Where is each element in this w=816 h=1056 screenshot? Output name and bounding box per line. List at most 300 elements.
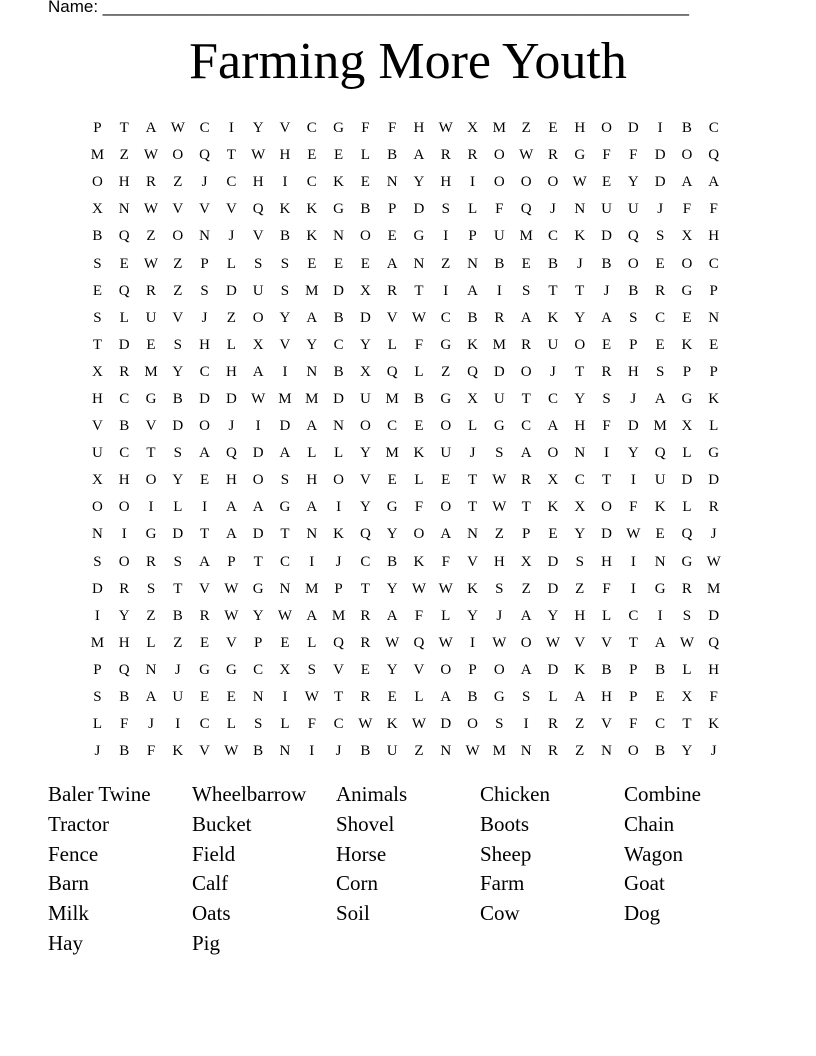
- grid-letter: R: [547, 743, 558, 760]
- grid-letter: C: [333, 336, 344, 353]
- grid-letter: U: [145, 309, 157, 326]
- grid-letter: R: [387, 282, 398, 299]
- grid-letter: I: [309, 553, 315, 570]
- grid-letter: W: [143, 147, 159, 164]
- grid-row: [84, 250, 727, 277]
- grid-letter: S: [307, 661, 316, 678]
- grid-letter: J: [148, 716, 154, 733]
- grid-letter: X: [547, 472, 559, 489]
- grid-letter: Q: [654, 445, 666, 462]
- grid-letter: K: [172, 743, 184, 760]
- grid-letter: O: [681, 255, 693, 272]
- grid-letter: T: [226, 147, 236, 164]
- grid-letter: I: [470, 174, 476, 191]
- grid-letter: O: [574, 336, 586, 353]
- grid-letter: E: [709, 336, 719, 353]
- grid-letter: K: [467, 580, 478, 597]
- grid-letter: A: [145, 120, 157, 137]
- grid-letter: N: [91, 526, 103, 543]
- grid-letter: W: [519, 147, 534, 164]
- grid-letter: I: [630, 580, 636, 597]
- grid-letter: F: [307, 716, 316, 733]
- grid-letter: I: [496, 282, 502, 299]
- grid-letter: T: [628, 634, 638, 651]
- grid-letter: P: [629, 689, 638, 706]
- grid-letter: F: [120, 716, 129, 733]
- grid-letter: W: [572, 174, 587, 191]
- grid-letter: B: [360, 743, 371, 760]
- grid-letter: H: [118, 472, 130, 489]
- grid-letter: J: [550, 201, 556, 218]
- grid-letter: G: [279, 499, 291, 516]
- grid-letter: J: [94, 743, 101, 760]
- word-bank-item: Combine: [624, 782, 701, 806]
- grid-letter: H: [91, 390, 103, 407]
- grid-letter: T: [200, 526, 210, 543]
- grid-letter: E: [307, 147, 317, 164]
- grid-letter: M: [492, 743, 507, 760]
- grid-letter: D: [252, 445, 264, 462]
- grid-letter: H: [225, 472, 237, 489]
- grid-letter: U: [654, 472, 666, 489]
- grid-letter: H: [708, 228, 720, 245]
- grid-letter: A: [252, 363, 264, 380]
- grid-row: [84, 223, 727, 250]
- word-bank-item: Calf: [192, 871, 229, 896]
- grid-letter: O: [172, 228, 184, 245]
- grid-letter: M: [305, 390, 319, 407]
- grid-letter: J: [335, 553, 342, 570]
- word-bank-item: Milk: [48, 901, 89, 926]
- grid-letter: Y: [627, 174, 639, 191]
- grid-letter: R: [601, 363, 612, 380]
- grid-letter: B: [253, 743, 264, 760]
- grid-letter: I: [657, 120, 663, 137]
- grid-letter: L: [226, 255, 236, 272]
- grid-letter: R: [145, 174, 156, 191]
- grid-row: [84, 196, 727, 223]
- grid-letter: A: [252, 499, 264, 516]
- grid-letter: M: [144, 363, 158, 380]
- grid-letter: S: [173, 445, 182, 462]
- grid-letter: V: [199, 743, 210, 760]
- grid-letter: V: [413, 661, 425, 678]
- grid-letter: X: [252, 336, 264, 353]
- grid-letter: Y: [359, 499, 371, 516]
- grid-letter: B: [601, 661, 612, 678]
- grid-letter: C: [360, 553, 371, 570]
- grid-letter: M: [492, 336, 507, 353]
- grid-letter: C: [333, 716, 344, 733]
- name-field-line: Name: ______________________________________________________________: [48, 0, 689, 16]
- grid-letter: A: [440, 689, 452, 706]
- grid-letter: T: [548, 282, 558, 299]
- grid-letter: E: [548, 526, 558, 543]
- grid-letter: Q: [520, 201, 532, 218]
- grid-letter: N: [708, 309, 720, 326]
- grid-letter: N: [601, 743, 612, 760]
- grid-letter: X: [681, 418, 693, 435]
- grid-letter: C: [521, 418, 532, 435]
- grid-letter: N: [440, 743, 452, 760]
- grid-letter: Y: [574, 390, 586, 407]
- grid-letter: V: [279, 120, 291, 137]
- grid-letter: P: [387, 201, 397, 218]
- grid-letter: K: [306, 201, 318, 218]
- grid-letter: E: [280, 634, 290, 651]
- grid-letter: Z: [146, 607, 156, 624]
- grid-letter: V: [252, 228, 264, 245]
- grid-letter: D: [440, 716, 452, 733]
- grid-letter: S: [655, 228, 665, 245]
- grid-letter: U: [493, 228, 505, 245]
- word-bank-item: Soil: [336, 901, 370, 926]
- grid-letter: J: [335, 743, 342, 760]
- grid-letter: I: [282, 174, 288, 191]
- grid-letter: V: [574, 634, 586, 651]
- grid-letter: T: [467, 472, 478, 489]
- grid-letter: V: [145, 418, 157, 435]
- word-bank-item: Dog: [624, 901, 661, 926]
- grid-letter: B: [360, 201, 371, 218]
- grid-letter: O: [199, 418, 210, 435]
- grid-row: [84, 657, 727, 684]
- grid-letter: O: [547, 174, 559, 191]
- grid-letter: T: [521, 390, 531, 407]
- grid-letter: N: [467, 526, 478, 543]
- grid-letter: Q: [252, 201, 264, 218]
- grid-letter: O: [493, 661, 505, 678]
- word-bank-item: Boots: [480, 811, 530, 836]
- grid-letter: V: [172, 309, 184, 326]
- grid-letter: S: [254, 716, 263, 733]
- grid-letter: H: [306, 472, 318, 489]
- grid-letter: I: [202, 499, 208, 516]
- grid-letter: V: [333, 661, 344, 678]
- grid-letter: S: [521, 689, 531, 706]
- grid-letter: W: [411, 716, 427, 733]
- grid-letter: O: [627, 743, 639, 760]
- grid-letter: C: [655, 716, 666, 733]
- grid-letter: X: [359, 282, 371, 299]
- word-bank-item: Barn: [48, 871, 89, 896]
- grid-letter: L: [387, 336, 397, 353]
- grid-letter: Y: [574, 309, 586, 326]
- grid-letter: N: [199, 228, 210, 245]
- grid-letter: B: [655, 743, 666, 760]
- grid-letter: L: [441, 607, 451, 624]
- grid-letter: L: [467, 418, 478, 435]
- grid-letter: R: [119, 363, 130, 380]
- grid-letter: K: [681, 336, 693, 353]
- grid-letter: T: [119, 120, 129, 137]
- grid-letter: I: [336, 499, 342, 516]
- grid-letter: R: [547, 716, 558, 733]
- word-bank-item: Wagon: [624, 841, 683, 866]
- grid-letter: W: [492, 634, 507, 651]
- grid-letter: Y: [118, 607, 130, 624]
- grid-letter: C: [708, 255, 719, 272]
- grid-letter: D: [225, 390, 237, 407]
- grid-letter: C: [253, 661, 264, 678]
- grid-letter: S: [602, 390, 611, 407]
- word-bank-item: Animals: [336, 782, 408, 806]
- grid-letter: D: [172, 526, 184, 543]
- grid-letter: I: [470, 634, 476, 651]
- grid-letter: D: [601, 228, 612, 245]
- grid-row: [84, 630, 727, 657]
- grid-letter: A: [306, 418, 318, 435]
- grid-letter: O: [333, 472, 344, 489]
- grid-letter: L: [226, 716, 236, 733]
- grid-letter: P: [682, 363, 692, 380]
- word-bank: [48, 780, 768, 959]
- grid-letter: N: [306, 526, 318, 543]
- grid-letter: I: [604, 445, 610, 462]
- word-bank-item: Pig: [192, 930, 221, 955]
- grid-letter: V: [386, 309, 398, 326]
- grid-letter: O: [91, 174, 103, 191]
- word-bank-item: Farm: [480, 871, 525, 896]
- grid-letter: I: [630, 553, 636, 570]
- grid-letter: R: [655, 282, 666, 299]
- grid-letter: F: [361, 120, 370, 137]
- grid-letter: H: [225, 363, 237, 380]
- grid-letter: P: [334, 580, 343, 597]
- grid-letter: Z: [226, 309, 236, 326]
- grid-letter: R: [467, 147, 478, 164]
- grid-letter: A: [199, 445, 210, 462]
- grid-letter: E: [441, 472, 451, 489]
- grid-row: [84, 332, 727, 359]
- grid-letter: P: [521, 526, 531, 543]
- grid-letter: W: [385, 634, 400, 651]
- grid-letter: Z: [173, 282, 183, 299]
- grid-letter: L: [709, 418, 719, 435]
- grid-row: [84, 142, 727, 169]
- grid-letter: T: [146, 445, 156, 462]
- grid-row: [84, 359, 727, 386]
- grid-letter: D: [654, 174, 666, 191]
- grid-letter: G: [413, 228, 425, 245]
- grid-letter: Y: [252, 607, 264, 624]
- grid-letter: N: [413, 255, 425, 272]
- word-bank-item: Baler Twine: [48, 782, 151, 806]
- grid-row: [84, 684, 727, 711]
- grid-letter: T: [575, 282, 585, 299]
- grid-letter: A: [306, 309, 318, 326]
- grid-letter: O: [520, 363, 532, 380]
- grid-letter: S: [93, 309, 102, 326]
- grid-letter: H: [493, 553, 505, 570]
- grid-letter: O: [440, 661, 452, 678]
- grid-letter: L: [226, 336, 236, 353]
- grid-letter: C: [387, 418, 398, 435]
- grid-letter: O: [145, 472, 157, 489]
- grid-letter: M: [90, 634, 105, 651]
- grid-letter: I: [148, 499, 154, 516]
- grid-letter: R: [145, 553, 156, 570]
- grid-letter: J: [228, 418, 235, 435]
- grid-letter: W: [679, 634, 695, 651]
- grid-letter: B: [628, 282, 639, 299]
- grid-letter: K: [306, 228, 318, 245]
- grid-letter: W: [143, 201, 159, 218]
- grid-letter: F: [441, 553, 450, 570]
- grid-letter: J: [550, 363, 556, 380]
- grid-letter: S: [441, 201, 450, 218]
- grid-letter: D: [225, 282, 237, 299]
- grid-letter: D: [547, 553, 559, 570]
- word-bank-item: Wheelbarrow: [192, 782, 307, 806]
- grid-letter: L: [360, 147, 370, 164]
- grid-letter: B: [119, 689, 130, 706]
- grid-letter: Y: [252, 120, 264, 137]
- grid-letter: Y: [547, 607, 559, 624]
- grid-letter: A: [440, 526, 452, 543]
- grid-letter: V: [172, 201, 184, 218]
- grid-letter: F: [387, 120, 397, 137]
- grid-letter: I: [282, 689, 288, 706]
- grid-letter: T: [467, 499, 478, 516]
- grid-letter: W: [492, 499, 507, 516]
- grid-letter: H: [627, 363, 639, 380]
- grid-letter: E: [92, 282, 102, 299]
- grid-letter: T: [575, 363, 585, 380]
- grid-letter: T: [173, 580, 183, 597]
- grid-letter: E: [387, 228, 397, 245]
- grid-letter: N: [145, 661, 157, 678]
- grid-letter: H: [413, 120, 425, 137]
- grid-letter: X: [467, 390, 478, 407]
- grid-letter: C: [199, 716, 210, 733]
- grid-letter: C: [306, 120, 317, 137]
- grid-letter: F: [146, 743, 156, 760]
- grid-letter: Y: [413, 174, 425, 191]
- grid-letter: D: [627, 418, 639, 435]
- grid-letter: A: [225, 526, 237, 543]
- grid-letter: E: [682, 309, 692, 326]
- grid-letter: D: [627, 120, 639, 137]
- grid-letter: J: [576, 255, 583, 272]
- word-bank-item: Chicken: [480, 782, 550, 806]
- grid-letter: L: [548, 689, 558, 706]
- grid-letter: D: [708, 607, 720, 624]
- grid-letter: W: [277, 607, 293, 624]
- grid-letter: U: [386, 743, 398, 760]
- grid-letter: A: [306, 499, 318, 516]
- grid-letter: D: [91, 580, 103, 597]
- grid-letter: L: [682, 499, 692, 516]
- grid-letter: U: [493, 390, 505, 407]
- grid-letter: R: [199, 607, 210, 624]
- grid-letter: A: [145, 689, 157, 706]
- grid-letter: O: [520, 174, 532, 191]
- grid-letter: M: [385, 445, 399, 462]
- grid-letter: A: [547, 418, 559, 435]
- grid-letter: R: [119, 580, 130, 597]
- grid-letter: O: [118, 553, 130, 570]
- grid-letter: P: [93, 661, 102, 678]
- grid-letter: P: [709, 363, 718, 380]
- grid-letter: G: [708, 445, 720, 462]
- grid-letter: Q: [708, 147, 720, 164]
- grid-letter: Z: [575, 743, 585, 760]
- grid-row: [84, 169, 727, 196]
- grid-letter: G: [440, 336, 452, 353]
- grid-letter: T: [92, 336, 102, 353]
- grid-letter: S: [93, 553, 102, 570]
- grid-letter: K: [386, 716, 398, 733]
- grid-letter: O: [359, 228, 371, 245]
- grid-letter: A: [306, 607, 318, 624]
- word-bank-item: Shovel: [336, 811, 395, 836]
- grid-letter: E: [307, 255, 317, 272]
- grid-letter: C: [306, 174, 317, 191]
- grid-letter: Y: [386, 580, 398, 597]
- grid-letter: G: [654, 580, 666, 597]
- grid-letter: Q: [333, 634, 344, 651]
- grid-letter: E: [548, 120, 558, 137]
- grid-letter: O: [252, 309, 264, 326]
- grid-letter: E: [146, 336, 156, 353]
- grid-letter: Q: [118, 282, 130, 299]
- grid-letter: R: [521, 336, 532, 353]
- grid-letter: H: [574, 607, 586, 624]
- grid-letter: D: [279, 418, 291, 435]
- grid-letter: P: [227, 553, 236, 570]
- grid-letter: L: [601, 607, 612, 624]
- grid-letter: B: [387, 553, 398, 570]
- grid-letter: B: [92, 228, 103, 245]
- grid-letter: A: [413, 147, 425, 164]
- grid-letter: E: [521, 255, 531, 272]
- grid-letter: I: [228, 120, 234, 137]
- grid-letter: F: [495, 201, 504, 218]
- grid-letter: G: [574, 147, 586, 164]
- grid-letter: A: [654, 634, 666, 651]
- grid-letter: A: [708, 174, 720, 191]
- grid-letter: E: [655, 255, 665, 272]
- grid-letter: K: [333, 174, 344, 191]
- grid-letter: A: [225, 499, 237, 516]
- grid-letter: K: [333, 526, 344, 543]
- grid-letter: Y: [359, 445, 371, 462]
- grid-letter: B: [681, 120, 692, 137]
- grid-letter: V: [91, 418, 103, 435]
- grid-letter: V: [199, 580, 210, 597]
- grid-letter: U: [440, 445, 452, 462]
- grid-letter: C: [547, 390, 558, 407]
- grid-letter: I: [523, 716, 529, 733]
- grid-letter: C: [119, 445, 130, 462]
- grid-letter: D: [333, 390, 344, 407]
- grid-letter: B: [333, 363, 344, 380]
- grid-letter: I: [443, 228, 449, 245]
- grid-letter: L: [119, 309, 129, 326]
- grid-letter: W: [626, 526, 641, 543]
- grid-letter: H: [118, 634, 130, 651]
- grid-letter: L: [682, 661, 692, 678]
- grid-letter: I: [175, 716, 181, 733]
- grid-letter: Z: [119, 147, 129, 164]
- grid-letter: V: [225, 201, 237, 218]
- grid-letter: N: [279, 743, 291, 760]
- grid-letter: W: [545, 634, 561, 651]
- grid-letter: G: [681, 390, 693, 407]
- grid-letter: A: [601, 309, 612, 326]
- grid-letter: X: [359, 363, 371, 380]
